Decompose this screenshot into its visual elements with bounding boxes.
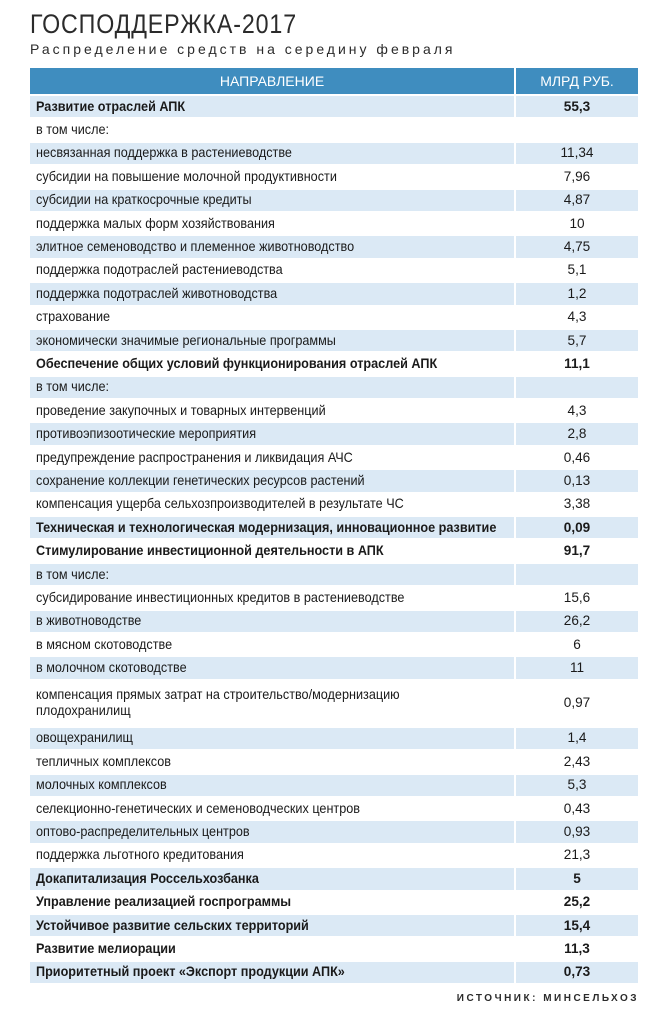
- row-label: [30, 307, 514, 328]
- table-row: [30, 845, 638, 866]
- row-label: [30, 798, 514, 819]
- row-label: [30, 96, 514, 117]
- table-row: [30, 517, 638, 538]
- row-label-text: Стимулирование инвестиционной деятельности в АПК: [36, 543, 384, 559]
- table-row: [30, 119, 638, 140]
- row-label-text: селекционно-генетических и семеноводческих центров: [36, 800, 361, 816]
- table-row: [30, 751, 638, 772]
- row-label: [30, 681, 514, 726]
- row-label: [30, 423, 514, 444]
- table-row: [30, 798, 638, 819]
- row-value: [514, 564, 638, 585]
- row-label: [30, 892, 514, 913]
- row-value: 1,4: [514, 728, 638, 749]
- row-label: [30, 400, 514, 421]
- row-label-text: страхование: [36, 309, 111, 325]
- row-label-text: Докапитализация Россельхозбанка: [36, 870, 259, 886]
- row-value: 1,2: [514, 283, 638, 304]
- row-value: 0,46: [514, 447, 638, 468]
- row-label: [30, 470, 514, 491]
- row-label-text: субсидии на краткосрочные кредиты: [36, 192, 252, 208]
- table-row: [30, 821, 638, 842]
- row-label-text: оптово-распределительных центров: [36, 824, 250, 840]
- row-label: [30, 190, 514, 211]
- row-value: 0,43: [514, 798, 638, 819]
- row-label-text: поддержка малых форм хозяйствования: [36, 215, 275, 231]
- row-label: [30, 353, 514, 374]
- table-row: [30, 634, 638, 655]
- row-value: 11,1: [514, 353, 638, 374]
- row-value: 5,1: [514, 260, 638, 281]
- table-row: [30, 962, 638, 983]
- row-value: 91,7: [514, 540, 638, 561]
- row-label-text: Управление реализацией госпрограммы: [36, 894, 292, 910]
- row-value: 0,73: [514, 962, 638, 983]
- row-label-text: элитное семеноводство и племенное животноводство: [36, 239, 355, 255]
- row-label-text: Развитие мелиорации: [36, 940, 176, 956]
- row-label: [30, 494, 514, 515]
- table-row: [30, 377, 638, 398]
- row-label-text: противоэпизоотические мероприятия: [36, 426, 257, 442]
- row-label-text: в том числе:: [36, 566, 110, 582]
- row-label-text: тепличных комплексов: [36, 753, 171, 769]
- table-row: [30, 213, 638, 234]
- row-label: [30, 657, 514, 678]
- page-subtitle: Распределение средств на середину февраля: [30, 41, 456, 57]
- row-label-text: в молочном скотоводстве: [36, 660, 187, 676]
- row-value: 6: [514, 634, 638, 655]
- row-label-text: Приоритетный проект «Экспорт продукции АПК»: [36, 964, 345, 980]
- row-value: 5,7: [514, 330, 638, 351]
- row-label: [30, 915, 514, 936]
- column-header-amount: МЛРД РУБ.: [514, 68, 638, 94]
- row-value: 0,97: [514, 681, 638, 726]
- row-label: [30, 587, 514, 608]
- table-row: [30, 470, 638, 491]
- row-value: 15,4: [514, 915, 638, 936]
- column-header-direction: НАПРАВЛЕНИЕ: [30, 68, 514, 94]
- row-label-text: предупреждение распространения и ликвидация АЧС: [36, 449, 353, 465]
- row-label: [30, 447, 514, 468]
- table-row: [30, 611, 638, 632]
- row-label: [30, 166, 514, 187]
- row-label-text: поддержка льготного кредитования: [36, 847, 244, 863]
- table-row: [30, 166, 638, 187]
- row-value: 2,8: [514, 423, 638, 444]
- row-label-text: в том числе:: [36, 379, 110, 395]
- row-label: [30, 540, 514, 561]
- funding-table: [30, 66, 638, 985]
- row-label-text: субсидирование инвестиционных кредитов в растениеводстве: [36, 589, 405, 605]
- table-row: [30, 728, 638, 749]
- row-value: 5,3: [514, 775, 638, 796]
- row-value: 21,3: [514, 845, 638, 866]
- table-row: [30, 260, 638, 281]
- infographic: [30, 10, 638, 985]
- row-label-text: овощехранилищ: [36, 730, 133, 746]
- row-value: [514, 119, 638, 140]
- table-row: [30, 143, 638, 164]
- row-label: [30, 260, 514, 281]
- table-row: [30, 96, 638, 117]
- table-row: [30, 447, 638, 468]
- table-row: [30, 423, 638, 444]
- row-label-text: Обеспечение общих условий функционирования отраслей АПК: [36, 355, 438, 371]
- page-title: ГОСПОДДЕРЖКА-2017: [30, 9, 297, 39]
- row-label: [30, 517, 514, 538]
- table-row: [30, 657, 638, 678]
- row-label: [30, 119, 514, 140]
- row-label: [30, 775, 514, 796]
- row-value: 11,34: [514, 143, 638, 164]
- row-label-text: в том числе:: [36, 122, 110, 138]
- table-row: [30, 775, 638, 796]
- row-value: 11: [514, 657, 638, 678]
- table-row: [30, 587, 638, 608]
- row-label-text: Техническая и технологическая модернизация, инновационное развитие: [36, 519, 497, 535]
- row-value: 0,13: [514, 470, 638, 491]
- row-value: 2,43: [514, 751, 638, 772]
- table-row: [30, 236, 638, 257]
- table-row: [30, 892, 638, 913]
- row-label: [30, 821, 514, 842]
- table-header: [30, 68, 638, 94]
- row-label-text: молочных комплексов: [36, 777, 167, 793]
- row-label-text: компенсация ущерба сельхозпроизводителей в результате ЧС: [36, 496, 404, 512]
- row-label: [30, 143, 514, 164]
- row-label-text: Развитие отраслей АПК: [36, 98, 186, 114]
- source-note: ИСТОЧНИК: МИНСЕЛЬХОЗ: [456, 993, 639, 1004]
- row-label-text: Устойчивое развитие сельских территорий: [36, 917, 309, 933]
- table-row: [30, 307, 638, 328]
- row-label: [30, 962, 514, 983]
- row-value: 4,75: [514, 236, 638, 257]
- row-label: [30, 845, 514, 866]
- table-row: [30, 353, 638, 374]
- table-row: [30, 540, 638, 561]
- table-row: [30, 330, 638, 351]
- table-row: [30, 915, 638, 936]
- row-value: 4,3: [514, 400, 638, 421]
- row-value: 10: [514, 213, 638, 234]
- row-value: 15,6: [514, 587, 638, 608]
- row-label: [30, 868, 514, 889]
- row-label-text: поддержка подотраслей растениеводства: [36, 262, 283, 278]
- row-label: [30, 938, 514, 959]
- row-label-text: сохранение коллекции генетических ресурсов растений: [36, 472, 365, 488]
- table-row: [30, 494, 638, 515]
- row-label-text: компенсация прямых затрат на строительство/модернизацию плодохранилищ: [36, 687, 400, 719]
- row-label-text: субсидии на повышение молочной продуктивности: [36, 168, 337, 184]
- row-label-text: в мясном скотоводстве: [36, 636, 173, 652]
- row-label-text: проведение закупочных и товарных интервенций: [36, 402, 326, 418]
- row-label-text: в животноводстве: [36, 613, 142, 629]
- row-value: 5: [514, 868, 638, 889]
- row-label: [30, 283, 514, 304]
- row-label: [30, 330, 514, 351]
- row-label: [30, 377, 514, 398]
- row-label: [30, 634, 514, 655]
- table-row: [30, 938, 638, 959]
- row-label: [30, 213, 514, 234]
- row-value: 4,3: [514, 307, 638, 328]
- row-value: 25,2: [514, 892, 638, 913]
- row-label: [30, 611, 514, 632]
- row-label-text: несвязанная поддержка в растениеводстве: [36, 145, 292, 161]
- row-value: 26,2: [514, 611, 638, 632]
- row-value: 4,87: [514, 190, 638, 211]
- row-value: 0,93: [514, 821, 638, 842]
- row-label-text: поддержка подотраслей животноводства: [36, 285, 278, 301]
- table-row: [30, 283, 638, 304]
- row-label: [30, 728, 514, 749]
- table-row: [30, 868, 638, 889]
- table-row: [30, 190, 638, 211]
- row-label: [30, 751, 514, 772]
- row-value: 7,96: [514, 166, 638, 187]
- row-label: [30, 236, 514, 257]
- row-value: 11,3: [514, 938, 638, 959]
- table-row: [30, 681, 638, 726]
- row-value: 3,38: [514, 494, 638, 515]
- table-row: [30, 400, 638, 421]
- table-body: [30, 96, 638, 983]
- row-label: [30, 564, 514, 585]
- row-value: 0,09: [514, 517, 638, 538]
- table-row: [30, 564, 638, 585]
- row-value: 55,3: [514, 96, 638, 117]
- row-label-text: экономически значимые региональные программы: [36, 332, 336, 348]
- row-value: [514, 377, 638, 398]
